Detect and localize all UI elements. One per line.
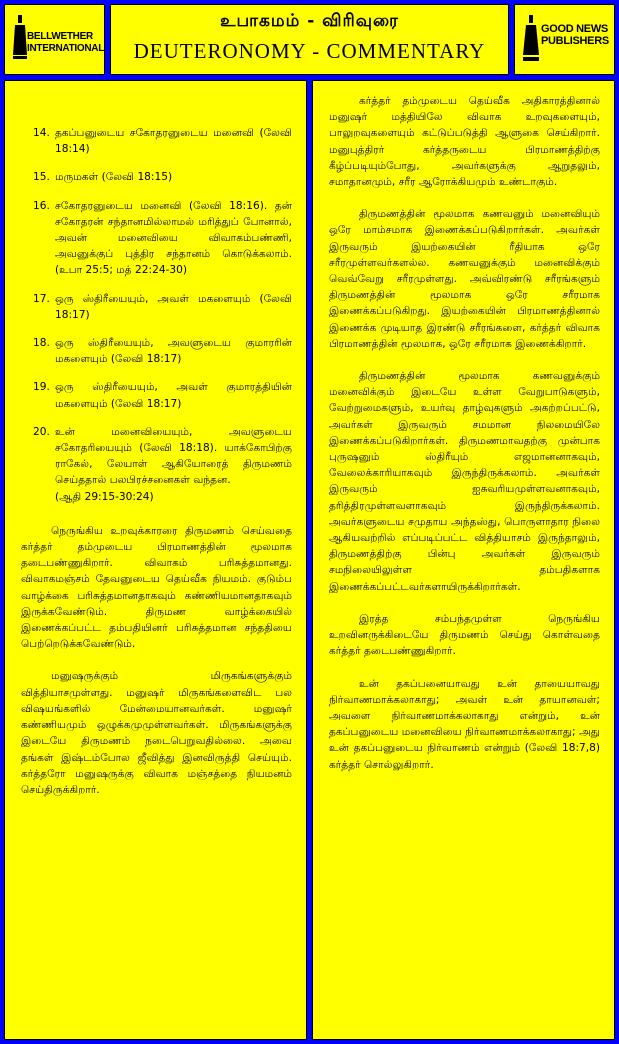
logo-right-line1: GOOD NEWS: [541, 23, 608, 35]
list-item: [21, 291, 292, 323]
item-reference: (ஆதி 29:15-30:24): [55, 490, 154, 503]
paragraph: திருமணத்தின் மூலமாக கணவனுக்கும் மனைவிக்கும் இடையே உள்ள வேறுபாடுகளும், வேற்றுமைகளும், உயர்வு தாழ்வுகளும் அகற்றப்பட்டு, அவர்கள் இருவரும் சமமான நிலமையிலே இணைக்கப்படுகிறார்கள். திருமணமாவதற்கு முன்பாக புருஷனும் ஸ்திரீயும் எஜமானனாகவும், வேலைக்காரியாகவும் இருந்திருக்கலாம். அவர்கள் இருவரும் ஐசுவரியமுள்ளவனாகவும், தரித்திரமுள்ளவளாகவும் இருந்திருக்கலாம். அவர்களுடைய சமுதாய அந்தஸ்து, பொருளாதார நிலை ஆகியவற்றில் எப்படிப்பட்ட வித்தியாசம் இருந்தாலும், திருமணத்திற்கு பின்பு அவர்கள் இருவரும் சமநிலையிலுள்ள தம்பதிகளாக இணைக்கப்பட்டவர்களாயிருக்கிறார்கள்.: [329, 370, 600, 593]
header-title-box: [110, 4, 509, 75]
item-number: 14.: [33, 127, 50, 139]
paragraph: நெருங்கிய உறவுக்காரரை திருமணம் செய்வதை கர்த்தர் தம்முடைய பிரமாணத்தின் மூலமாக தடைபண்ணுகிறார். விவாகம் பரிசுத்தமானது. விவாகமஞ்சம் தேவனுடைய தெய்வீக நியமம். குடும்ப வாழ்க்கை பரிசுத்தமானதாகவும் கண்ணியமானதாகவும் இருக்கவேண்டும். திருமண வாழ்க்கையில் இணைக்கப்பட்ட தம்பதியினர் பரிசுத்தமான சந்ததியை பெற்றெடுக்கவேண்டும்.: [21, 524, 292, 651]
item-text: உன் மனைவியையும், அவளுடைய சகோதரியையும் (லேவி 18:18). யாக்கோபிற்கு ராகேல், லேயாள் ஆகியோரைத் திருமணம் செய்ததால் பலபிரச்சனைகள் வந்தன.: [55, 425, 292, 487]
item-text: சகோதரனுடைய மனைவி (லேவி 18:16). தன் சகோதரன் சந்தானமில்லாமல் மரித்துப் போனால், அவன் மனைவியை விவாகம்பண்ணி, அவனுக்குப் புத்திர சந்தானம் கொடுக்கலாம். (உபா 25:5; மத் 22:24-30): [55, 199, 292, 277]
item-text: ஒரு ஸ்திரீயையும், அவள் மகளையும் (லேவி 18:17): [55, 292, 292, 321]
item-text: ஒரு ஸ்திரீயையும், அவள் குமாரத்தியின் மகளையும் (லேவி 18:17): [55, 381, 292, 410]
item-text: தகப்பனுடைய சகோதரனுடைய மனைவி (லேவி 18:14): [55, 127, 292, 156]
logo-left-line2: INTERNATIONAL: [27, 43, 105, 54]
bell-icon: [13, 15, 27, 59]
list-item: [21, 335, 292, 367]
paragraph: கர்த்தர் தம்முடைய தெய்வீக அதிகாரத்தினால் மனுஷர் மத்தியிலே விவாக உறவுகளையும், பாலுறவுகளையும் கட்டுப்படுத்தி ஆளுகை செய்கிறார். மனுபுத்திரர் கர்த்தருடைய பிரமாணத்திற்கு கீழ்ப்படியும்போது, அவர்களுக்கு ஆறுதலும், சமாதானமும், சரீர ஆரோக்கியமும் உண்டாகும்.: [329, 95, 600, 189]
bellwether-logo: [4, 4, 105, 75]
paragraph: திருமணத்தின் மூலமாக கணவனும் மனைவியும் ஒரே மாம்சமாக இணைக்கப்படுகிறார்கள். அவர்கள் இருவரும் இயற்கையின் ரீதியாக ஒரே சரீரமுள்ளவர்களல்ல. கணவனுக்கும் மனைவிக்கும் வெவ்வேறு சரீரமுள்ளது. அவ்விரண்டு சரீரங்களும் திருமணத்தின் மூலமாக ஒரே சரீரமாக இணைக்கப்படுகிறது. இயற்கையின் பிரமாணத்தினால் இணைக்க முடியாத இரண்டு சரீரங்களை, கர்த்தர் விவாக பிரமாணத்தின் மூலமாக, ஒரே சரீரமாக இணைக்கிறார்.: [329, 208, 600, 350]
page-title-english: DEUTERONOMY - COMMENTARY: [133, 39, 486, 63]
list-item: [21, 379, 292, 411]
list-item: [21, 169, 292, 185]
right-column: [312, 80, 615, 1040]
item-number: 18.: [33, 337, 50, 350]
page-title-tamil: உபாகமம் - விரிவுரை: [220, 11, 399, 31]
paragraph: இரத்த சம்பந்தமுள்ள நெருங்கிய உறவினருக்கிடையே திருமணம் செய்து கொள்வதை கர்த்தர் தடைபண்ணுகிறார்.: [329, 612, 600, 658]
logo-left-line1: BELLWETHER: [27, 31, 93, 42]
item-number: 17.: [33, 292, 50, 305]
paragraph: உன் தகப்பனையாவது உன் தாயையாவது நிர்வாணமாக்கலாகாது; அவள் உன் தாயானவள்; அவளை நிர்வாணமாக்கலாகாது என்றும், உன் தகப்பனுடைய மனைவியை நிர்வாணமாக்கலாகாது; அது உன் தகப்பனுடைய நிர்வாணம் என்றும் (லேவி 18:7,8) கர்த்தர் சொல்லுகிறார்.: [329, 677, 600, 771]
item-number: 19.: [33, 381, 50, 394]
logo-right-line2: PUBLISHERS: [541, 35, 609, 47]
item-number: 20.: [33, 425, 50, 438]
list-item: [21, 424, 292, 505]
paragraph: மனுஷருக்கும் மிருகங்களுக்கும் வித்தியாசமுள்ளது. மனுஷர் மிருகங்களைவிட பல விஷயங்களில் மேன்மையானவர்கள். மனுஷர் கண்ணியமும் ஒழுக்கமுமுள்ளவர்கள். மிருகங்களுக்கு இடையே திருமணம் நடைபெறுவதில்லை. அவை தங்கள் இஷ்டம்போல ஜீவித்து இனவிருத்தி செய்யும். கர்த்தரோ மனுஷருக்கு விவாக மஞ்சத்தை நியமனம் செய்திருக்கிறார்.: [21, 670, 292, 796]
list-item: [21, 125, 292, 157]
good-news-logo: [514, 4, 615, 75]
bell-icon: [523, 15, 539, 61]
left-column: [4, 80, 307, 1040]
item-number: 15.: [33, 171, 50, 184]
item-text: மருமகள் (லேவி 18:15): [55, 171, 173, 184]
list-item: [21, 198, 292, 279]
item-number: 16.: [33, 199, 50, 212]
item-text: ஒரு ஸ்திரீயையும், அவளுடைய குமாரரின் மகளையும் (லேவி 18:17): [55, 337, 292, 366]
